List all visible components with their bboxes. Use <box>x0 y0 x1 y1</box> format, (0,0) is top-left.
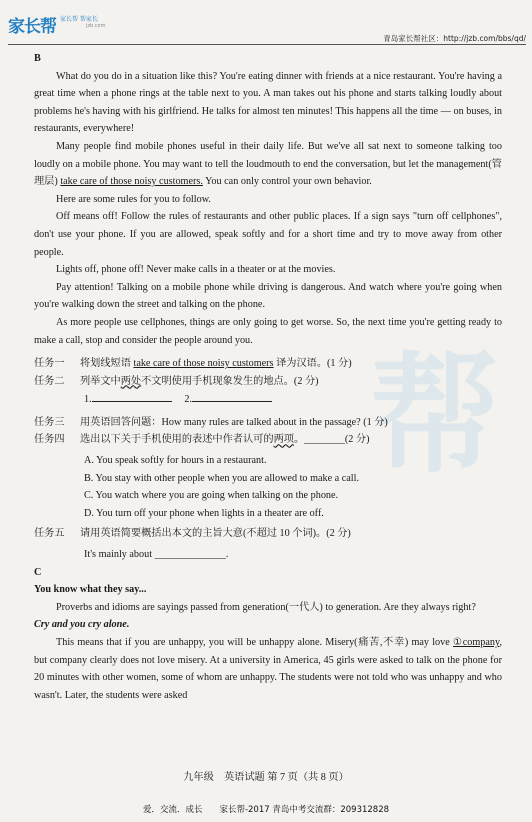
task-3: 任务三 用英语回答问题：How many rules are talked about in the passage? (1 分) <box>34 414 502 432</box>
logo-site: jzb.com <box>86 23 106 29</box>
answer-blank[interactable] <box>92 390 172 402</box>
answer-blank[interactable] <box>192 390 272 402</box>
exam-content <box>34 50 502 704</box>
page-number: 九年级 英语试题 第 7 页（共 8 页） <box>183 772 349 783</box>
task-label: 任务一 <box>34 358 65 370</box>
passage-paragraph: As more people use cellphones, things are only going to get worse. So, the next time you're getting ready to make a call, stop and consider the people around you. <box>34 316 502 346</box>
task-label: 任务四 <box>34 434 65 446</box>
option-b: B. You stay with other people when you are allowed to make a call. <box>84 472 359 484</box>
proverb-heading: Cry and you cry alone. <box>34 619 130 631</box>
task-2-blanks: 1. 2. <box>34 390 502 409</box>
section-b-heading: B <box>34 53 41 64</box>
passage-paragraph: Off means off! Follow the rules of restaurants and other public places. If a sign says "turn off cellphones", don't use your phone. If you are allowed, speak softly and for a short time and try to move away from other people. <box>34 211 502 258</box>
task-5-answer-line: It's mainly about ______________. <box>84 549 229 561</box>
header-divider <box>8 44 526 45</box>
option-d: D. You turn off your phone when lights in a theater are off. <box>84 507 324 519</box>
option-a: A. You speak softly for hours in a restaurant. <box>84 455 267 467</box>
passage-paragraph: Here are some rules for you to follow. <box>56 193 211 205</box>
option-c: C. You watch where you are going when talking on the phone. <box>84 490 339 502</box>
passage-paragraph: What do you do in a situation like this? You're eating dinner with friends at a nice restaurant. You're having a great time when a phone rings at the table next to you. A man takes out his phone and starts talking loudly about problems he's having with his girlfriend. He talks for almost ten minutes! This happens all the time — on buses, in restaurants, everywhere! <box>34 70 502 135</box>
task-label: 任务二 <box>34 375 65 387</box>
passage-paragraph: Pay attention! Talking on a mobile phone while driving is dangerous. And watch where you're going when you're walking down the street and talking on the phone. <box>34 281 502 311</box>
numbered-word: ①company <box>452 637 500 648</box>
task-4: 任务四 选出以下关于手机使用的表述中作者认可的两项。________(2 分) <box>34 431 502 449</box>
task-5: 任务五 请用英语简要概括出本文的主旨大意(不超过 10 个词)。(2 分) <box>34 525 502 543</box>
passage-paragraph: Lights off, phone off! Never make calls in a theater or at the movies. <box>56 264 336 276</box>
task-1: 任务一 将划线短语 take care of those noisy customers 译为汉语。(1 分) <box>34 355 502 373</box>
underlined-phrase: take care of those noisy customers. <box>60 176 203 188</box>
section-c-heading: C <box>34 566 42 578</box>
passage-paragraph: Proverbs and idioms are sayings passed from generation(一代人) to generation. Are they always right? <box>56 601 476 613</box>
passage-paragraph: Many people find mobile phones useful in their daily life. But we've all sat next to someone talking too loudly on a mobile phone. You may want to tell the loudmouth to end the conversation, but let the management(管理层) take care of those noisy customers. You can only control your own behavior. <box>34 140 502 188</box>
footer-banner: 爱．交流．成长 家长帮-2017 青岛中考交流群：209312828 <box>142 805 390 815</box>
watermark: 帮 <box>369 339 500 491</box>
task-2: 任务二 列举文中两处不文明使用手机现象发生的地点。(2 分) <box>34 373 502 391</box>
task-label: 任务三 <box>34 416 65 428</box>
task-label: 任务五 <box>34 528 65 540</box>
passage-paragraph: This means that if you are unhappy, you will be unhappy alone. Misery(痛苦,不幸) may love ①company, but company clearly does not love misery. At a university in America, 45 girls were asked to talk on the phone for 20 minutes with other women, some of whom are unhappy. The students were not told who was unhappy and who wasn't. Later, the students were asked <box>34 637 502 701</box>
jzb-logo: 家长帮 <box>8 17 56 37</box>
page-header <box>0 0 532 46</box>
community-link[interactable]: 青岛家长帮社区：http://jzb.com/bbs/qd/ <box>383 34 526 43</box>
logo-slogan: 家长帮 帮家长 <box>60 16 98 23</box>
section-c-title: You know what they say... <box>34 584 147 596</box>
